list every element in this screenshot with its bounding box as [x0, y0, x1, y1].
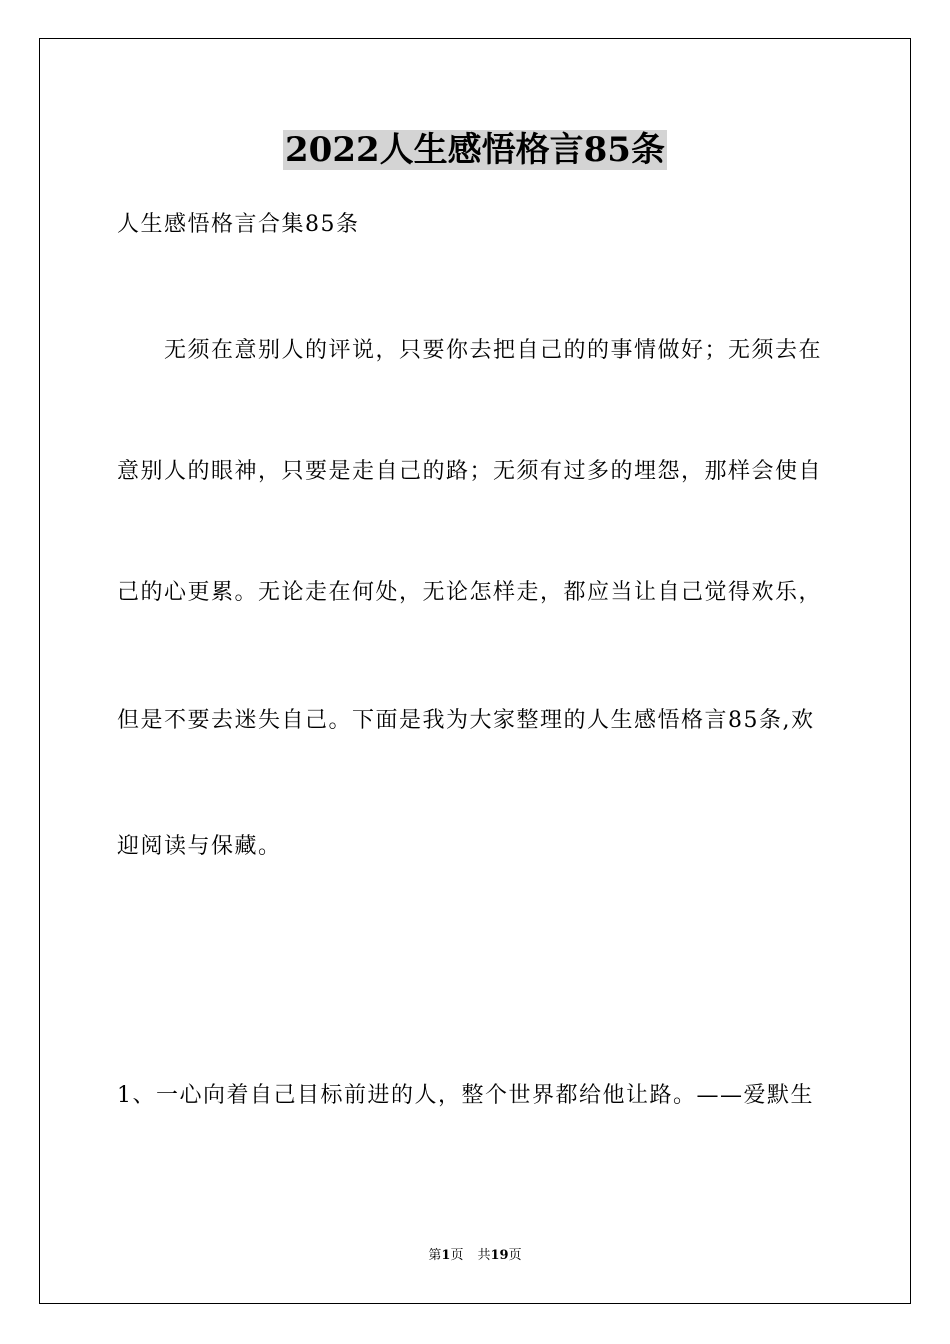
- footer-total-suffix: 页: [508, 1248, 522, 1263]
- footer-page-suffix: 页: [450, 1248, 464, 1263]
- quote-item-1: 1、一心向着自己目标前进的人，整个世界都给他让路。——爱默生: [117, 1083, 814, 1108]
- document-title: [0, 128, 950, 172]
- intro-line-5: 迎阅读与保藏。: [117, 834, 282, 859]
- footer-total-pages: 19: [490, 1248, 509, 1263]
- document-subtitle: 人生感悟格言合集85条: [117, 212, 360, 237]
- page-footer: [0, 1247, 950, 1265]
- intro-line-3: 己的心更累。无论走在何处，无论怎样走，都应当让自己觉得欢乐，: [117, 580, 823, 605]
- intro-line-1: 无须在意别人的评说，只要你去把自己的的事情做好；无须去在: [164, 338, 823, 363]
- footer-page-prefix: 第: [428, 1248, 442, 1263]
- footer-total-prefix: 共: [477, 1248, 491, 1263]
- document-title-text: 2022人生感悟格言85条: [285, 130, 665, 170]
- intro-line-2: 意别人的眼神，只要是走自己的路；无须有过多的埋怨，那样会使自: [117, 459, 823, 484]
- footer-page-number: 1: [441, 1248, 451, 1263]
- intro-line-4: 但是不要去迷失自己。下面是我为大家整理的人生感悟格言85条,欢: [117, 708, 815, 733]
